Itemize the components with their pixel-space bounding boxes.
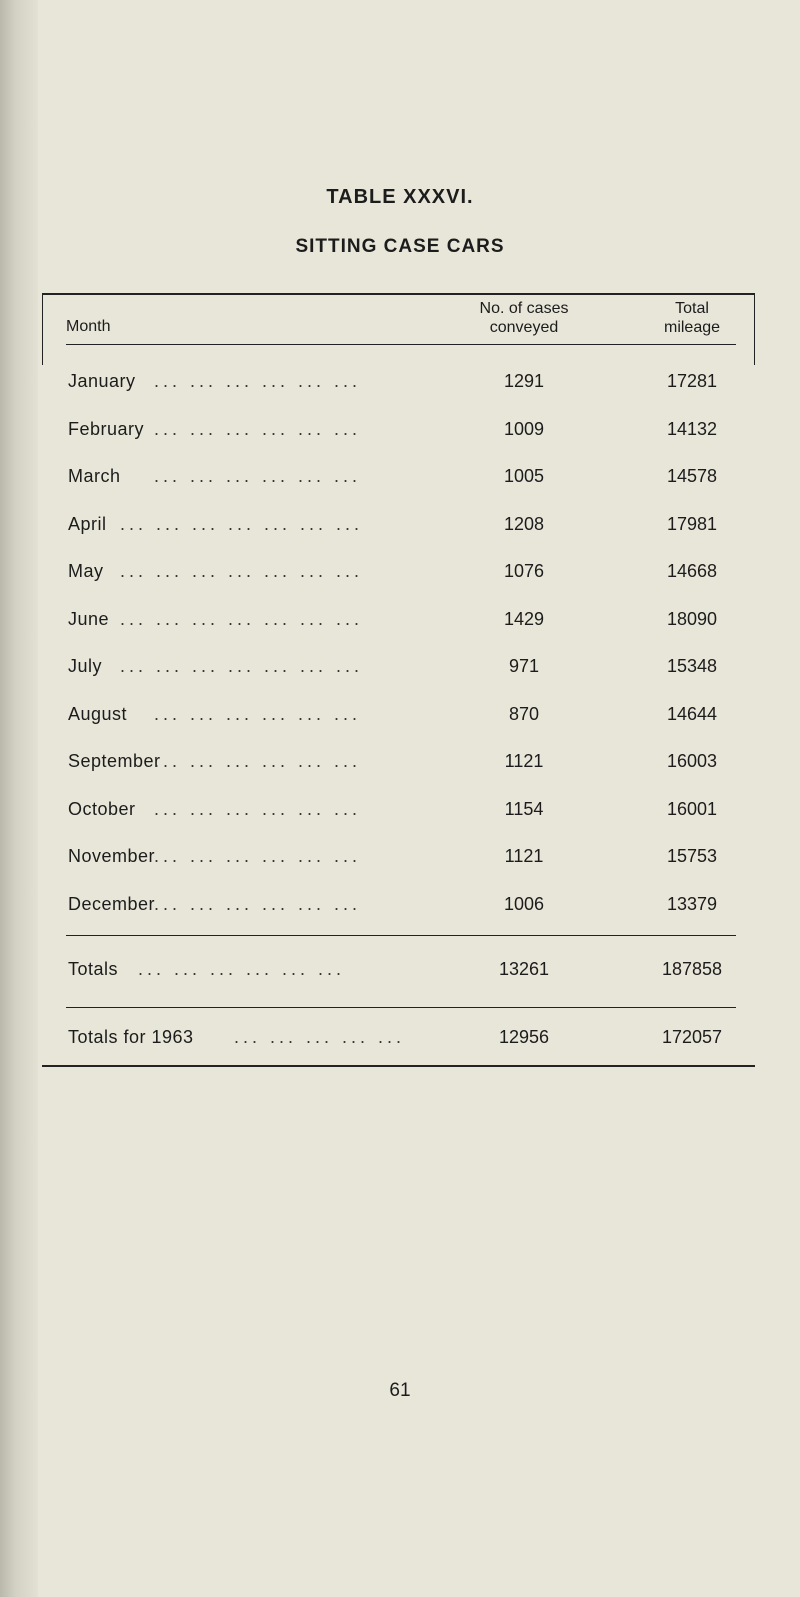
leader-dots: ... ... ... ... ... ... (154, 798, 362, 819)
table-row (42, 656, 755, 686)
leader-dots: ... ... ... ... ... (234, 1027, 406, 1047)
row-cases: 1009 (503, 418, 545, 439)
totals-label: Totals (68, 959, 119, 979)
leader-dots: ... ... ... ... ... ... ... (120, 561, 364, 581)
row-mileage: 16001 (666, 798, 718, 819)
row-mileage: 14644 (666, 703, 718, 724)
row-month: April (68, 513, 107, 534)
row-cases: 870 (508, 703, 540, 724)
row-mileage: 16003 (666, 751, 718, 771)
row-cases: 1154 (504, 798, 544, 819)
row-mileage: 15753 (666, 846, 718, 866)
row-month: January (68, 371, 136, 391)
row-cases: 971 (508, 656, 540, 676)
table-row (42, 751, 755, 781)
top-rule (42, 293, 755, 295)
totals-prev-mileage: 172057 (661, 1027, 723, 1047)
row-month: June (68, 608, 110, 629)
table-row (42, 609, 755, 639)
page-number: 61 (389, 1380, 411, 1401)
header-month: Month (66, 318, 111, 335)
totals-row (42, 959, 755, 989)
leader-dots: ... ... ... ... ... ... ... (120, 656, 364, 676)
row-cases: 1208 (503, 513, 545, 534)
leader-dots: ... ... ... ... ... ... (154, 371, 362, 391)
totals-prev-label: Totals for 1963 (68, 1027, 194, 1047)
header-rule (66, 344, 736, 345)
table-title: TABLE XXXVI. (326, 186, 474, 208)
row-mileage: 15348 (666, 656, 718, 676)
totals-rule-top (66, 935, 736, 936)
totals-prev-cases: 12956 (498, 1027, 550, 1047)
leader-dots: ... ... ... ... ... ... (154, 466, 362, 486)
totals-rule-bottom (66, 1007, 736, 1008)
table-row (42, 561, 755, 591)
leader-dots: ... ... ... ... ... ... (154, 703, 362, 724)
table-row (42, 894, 755, 924)
row-month: August (68, 703, 128, 724)
leader-dots: ... ... ... ... ... ... (154, 893, 362, 914)
data-table (42, 283, 755, 1083)
leader-dots: ... ... ... ... ... ... (138, 959, 346, 979)
leader-dots: ... ... ... ... ... ... (154, 751, 362, 771)
leader-dots: ... ... ... ... ... ... ... (120, 608, 364, 629)
table-row (42, 419, 755, 449)
leader-dots: ... ... ... ... ... ... (154, 846, 362, 866)
row-cases: 1121 (504, 751, 544, 771)
row-cases: 1121 (504, 846, 544, 866)
row-month: November (68, 846, 156, 866)
row-mileage: 14578 (666, 466, 718, 486)
table-row (42, 799, 755, 829)
row-mileage: 14668 (666, 561, 718, 581)
leader-dots: ... ... ... ... ... ... ... (120, 513, 364, 534)
row-mileage: 17981 (666, 513, 718, 534)
row-cases: 1005 (503, 466, 545, 486)
row-cases: 1076 (503, 561, 545, 581)
leader-dots: ... ... ... ... ... ... (154, 418, 362, 439)
header-cases: No. of cases conveyed (479, 300, 569, 336)
row-month: March (68, 466, 121, 486)
table-row (42, 514, 755, 544)
row-mileage: 14132 (666, 418, 718, 439)
row-month: September (68, 751, 161, 771)
row-month: May (68, 561, 104, 581)
table-row (42, 704, 755, 734)
row-mileage: 18090 (666, 608, 718, 629)
totals-prev-row (42, 1027, 755, 1057)
table-row (42, 371, 755, 401)
row-month: December (68, 893, 156, 914)
row-mileage: 17281 (666, 371, 718, 391)
header-mileage: Total mileage (663, 300, 721, 336)
row-mileage: 13379 (666, 893, 718, 914)
row-month: February (68, 418, 145, 439)
table-subtitle: SITTING CASE CARS (295, 236, 505, 257)
row-month: July (68, 656, 103, 676)
row-cases: 1291 (503, 371, 545, 391)
row-month: October (68, 798, 136, 819)
totals-cases: 13261 (498, 959, 550, 979)
row-cases: 1006 (503, 893, 545, 914)
bottom-rule (42, 1065, 755, 1067)
totals-mileage: 187858 (661, 959, 723, 979)
table-row (42, 846, 755, 876)
right-rule (754, 293, 755, 365)
row-cases: 1429 (503, 608, 545, 629)
left-rule (42, 293, 43, 365)
table-row (42, 466, 755, 496)
